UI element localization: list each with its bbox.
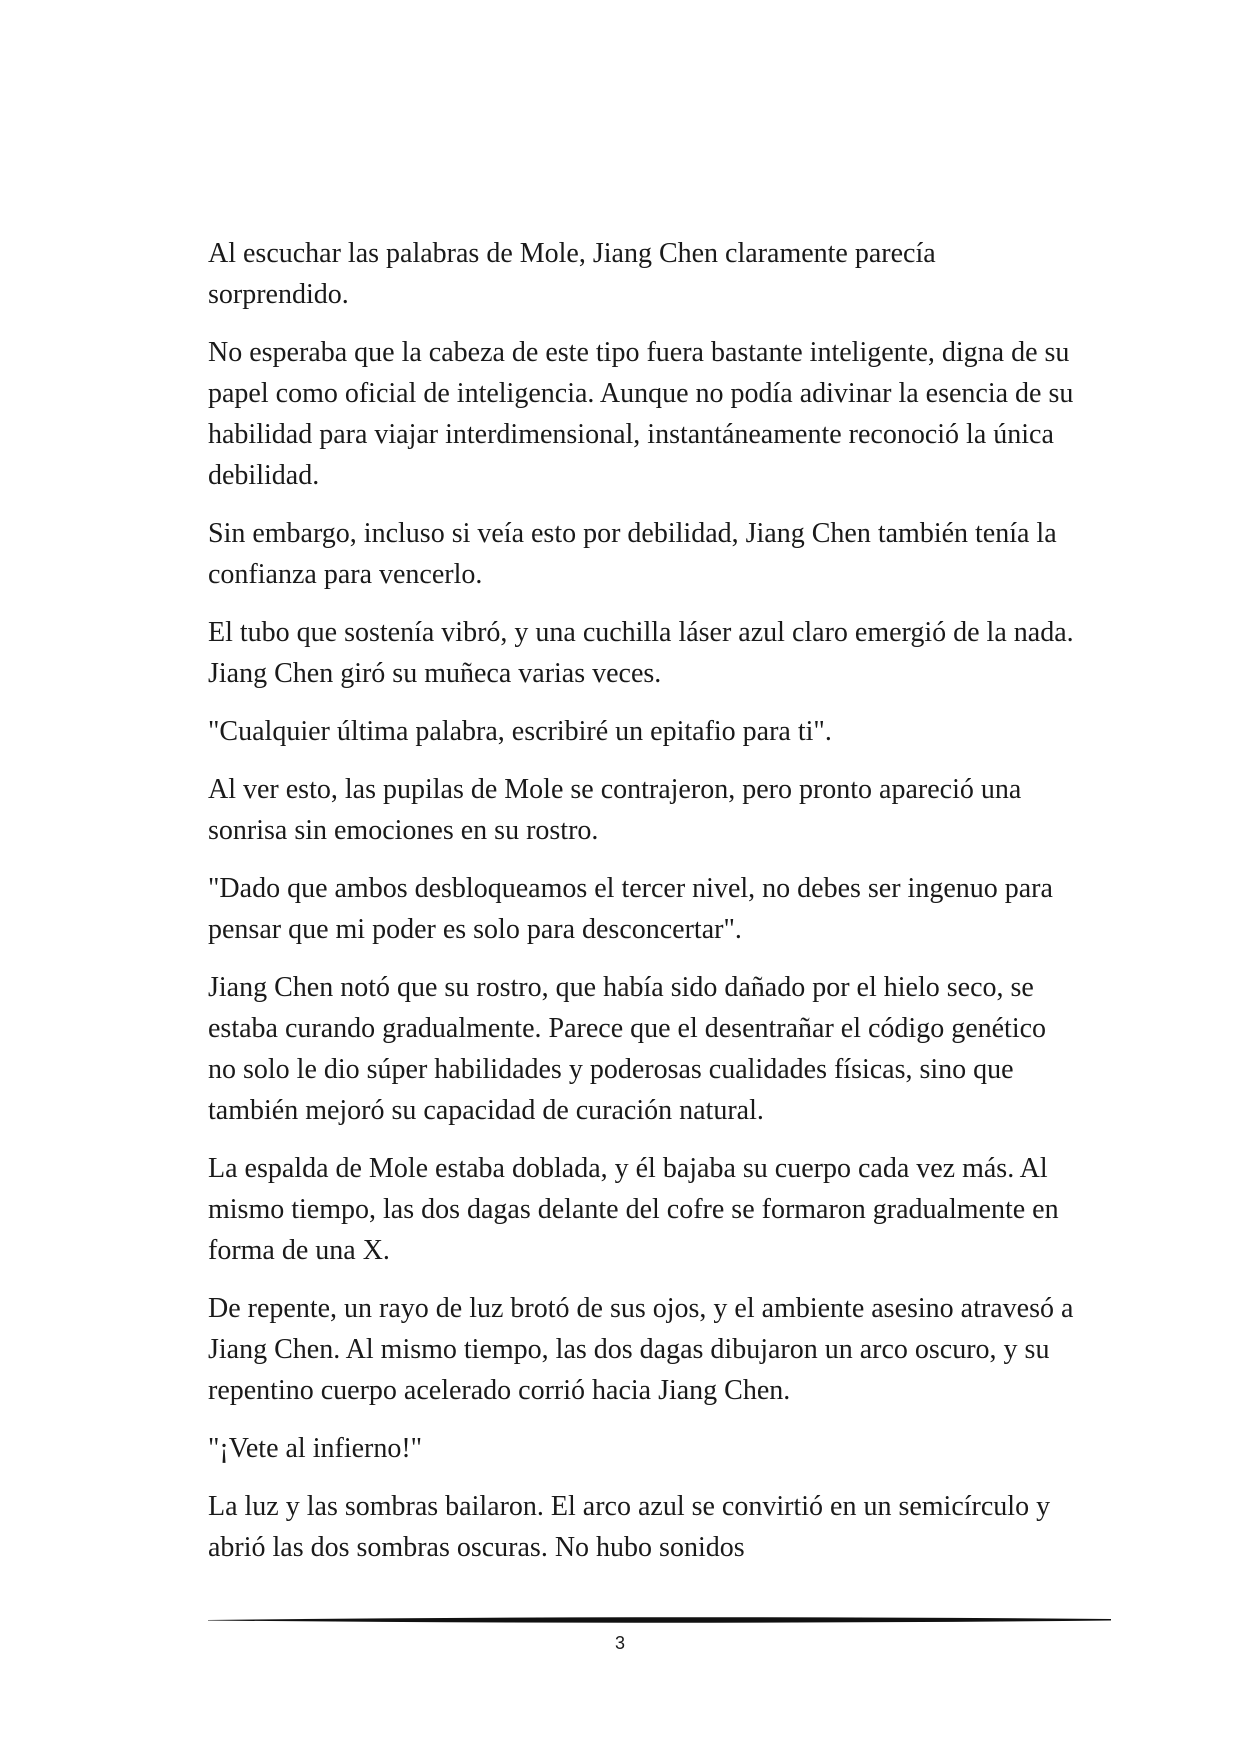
footer-rule: [208, 1614, 1111, 1626]
paragraph-10: De repente, un rayo de luz brotó de sus ojos, y el ambiente asesino atravesó a Jiang Chen. Al mismo tiempo, las dos dagas dibujaron un arco oscuro, y su repentino cuerpo acelerado corrió hacia Jiang Chen.: [208, 1293, 1074, 1406]
paragraph-12: La luz y las sombras bailaron. El arco azul se convirtió en un semicírculo y abrió las dos sombras oscuras. No hubo sonidos: [208, 1491, 1051, 1563]
paragraph-3: Sin embargo, incluso si veía esto por debilidad, Jiang Chen también tenía la confianza para vencerlo.: [208, 518, 1057, 590]
text-body: [208, 233, 1078, 1585]
paragraph-8: Jiang Chen notó que su rostro, que había sido dañado por el hielo seco, se estaba curando gradualmente. Parece que el desentrañar el código genético no solo le dio súper habilidades y poderosas cualidades físicas, sino que también mejoró su capacidad de curación natural.: [208, 972, 1047, 1126]
page-number: 3: [614, 1633, 625, 1653]
paragraph-4: El tubo que sostenía vibró, y una cuchilla láser azul claro emergió de la nada. Jiang Chen giró su muñeca varias veces.: [208, 617, 1074, 689]
paragraph-9: La espalda de Mole estaba doblada, y él bajaba su cuerpo cada vez más. Al mismo tiempo, las dos dagas delante del cofre se formaron gradualmente en forma de una X.: [208, 1153, 1059, 1266]
paragraph-1: Al escuchar las palabras de Mole, Jiang Chen claramente parecía sorprendido.: [208, 238, 936, 310]
paragraph-6: Al ver esto, las pupilas de Mole se contrajeron, pero pronto apareció una sonrisa sin emociones en su rostro.: [208, 774, 1022, 846]
paragraph-2: No esperaba que la cabeza de este tipo fuera bastante inteligente, digna de su papel como oficial de inteligencia. Aunque no podía adivinar la esencia de su habilidad para viajar interdimensional, instantáneamente reconoció la única debilidad.: [208, 337, 1074, 491]
paragraph-7: "Dado que ambos desbloqueamos el tercer nivel, no debes ser ingenuo para pensar que mi poder es solo para desconcertar".: [208, 873, 1053, 945]
paragraph-5: "Cualquier última palabra, escribiré un epitafio para ti".: [208, 716, 832, 747]
paragraph-11: "¡Vete al infierno!": [208, 1433, 423, 1464]
